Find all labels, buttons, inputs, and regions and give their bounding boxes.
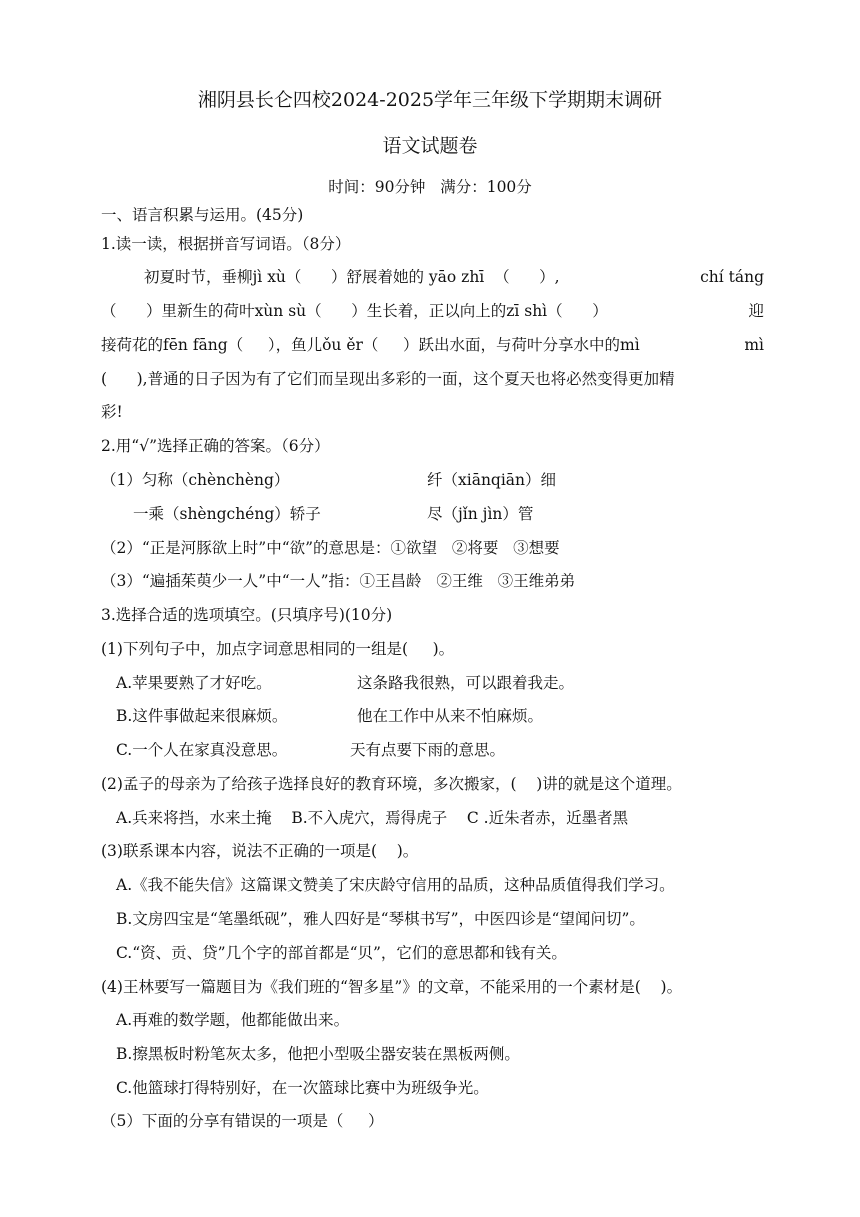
question-3-sub-4-option-b: B.擦黑板时粉笔灰太多，他把小型吸尘器安装在黑板两侧。 bbox=[116, 1045, 520, 1063]
question-1-line-3-end: mì bbox=[744, 336, 764, 354]
question-2-heading: 2.用“√”选择正确的答案。（6分） bbox=[101, 437, 330, 455]
question-2-item-2b: 尽（jǐn jìn）管 bbox=[427, 505, 534, 523]
question-1-line-2 bbox=[101, 301, 764, 321]
question-3-sub-1-option-b: B.这件事做起来很麻烦。 bbox=[116, 707, 288, 725]
question-1-line-2-text: （ ）里新生的荷叶xùn sù（ ）生长着，正以向上的zī shì（ ） bbox=[101, 302, 608, 320]
question-3-sub-4-option-c: C.他篮球打得特别好，在一次篮球比赛中为班级争光。 bbox=[116, 1079, 489, 1097]
question-2-item-1a: （1）匀称（chènchèng） bbox=[101, 471, 290, 489]
question-3-sub-4: (4)王林要写一篇题目为《我们班的“智多星”》的文章，不能采用的一个素材是( )。 bbox=[101, 978, 683, 996]
question-3-sub-3-option-a: A.《我不能失信》这篇课文赞美了宋庆龄守信用的品质，这种品质值得我们学习。 bbox=[116, 876, 675, 894]
question-1-line-2-end: 迎 bbox=[748, 302, 764, 320]
question-3-sub-2-options: A.兵来将挡，水来土掩 B.不入虎穴，焉得虎子 C .近朱者赤，近墨者黑 bbox=[116, 809, 629, 827]
question-2-item-1b: 纤（xiānqiān）细 bbox=[427, 471, 557, 489]
exam-info: 时间：90分钟 满分：100分 bbox=[328, 178, 532, 196]
question-3-sub-1-option-c: C.一个人在家真没意思。 bbox=[116, 741, 288, 759]
question-1-heading: 1.读一读，根据拼音写词语。（8分） bbox=[101, 235, 351, 253]
question-1-line-4: ( ),普通的日子因为有了它们而呈现出多彩的一面，这个夏天也将必然变得更加精 bbox=[101, 370, 675, 388]
exam-subtitle: 语文试题卷 bbox=[382, 135, 478, 157]
question-1-line-1 bbox=[144, 267, 764, 287]
question-3-sub-1: (1)下列句子中，加点字词意思相同的一组是( )。 bbox=[101, 640, 455, 658]
question-1-line-5: 彩! bbox=[101, 403, 123, 421]
section-heading: 一、语言积累与运用。(45分) bbox=[101, 206, 304, 224]
question-3-sub-5: （5）下面的分享有错误的一项是（ ） bbox=[101, 1112, 384, 1130]
question-1-line-3-text: 接荷花的fēn fāng（ ），鱼儿ǒu ěr（ ）跃出水面，与荷叶分享水中的mì bbox=[101, 336, 640, 354]
question-3-heading: 3.选择合适的选项填空。(只填序号)(10分) bbox=[101, 606, 393, 624]
question-3-sub-3-option-b: B.文房四宝是“笔墨纸砚”，雅人四好是“琴棋书写”，中医四诊是“望闻问切”。 bbox=[116, 910, 645, 928]
question-2-item-3: （2）“正是河豚欲上时”中“欲”的意思是：①欲望 ②将要 ③想要 bbox=[101, 539, 560, 557]
question-3-sub-2: (2)孟子的母亲为了给孩子选择良好的教育环境，多次搬家，( )讲的就是这个道理。 bbox=[101, 775, 682, 793]
question-3-sub-4-option-a: A.再难的数学题，他都能做出来。 bbox=[116, 1011, 350, 1029]
question-3-sub-1-option-b-2: 他在工作中从来不怕麻烦。 bbox=[357, 707, 544, 725]
exam-title: 湘阴县长仑四校2024-2025学年三年级下学期期末调研 bbox=[197, 89, 663, 111]
question-3-sub-3-option-c: C.“资、贡、贷”几个字的部首都是“贝”，它们的意思都和钱有关。 bbox=[116, 944, 567, 962]
question-2-item-2a: 一乘（shèngchéng）轿子 bbox=[133, 505, 321, 523]
question-1-line-3 bbox=[101, 335, 764, 355]
question-3-sub-1-option-a: A.苹果要熟了才好吃。 bbox=[116, 674, 272, 692]
question-3-sub-1-option-a-2: 这条路我很熟，可以跟着我走。 bbox=[357, 674, 575, 692]
question-1-line-1-text: 初夏时节，垂柳jì xù（ ）舒展着她的 yāo zhī （ ）, bbox=[144, 268, 560, 286]
question-1-line-1-end: chí táng bbox=[700, 268, 764, 286]
question-3-sub-3: (3)联系课本内容，说法不正确的一项是( )。 bbox=[101, 842, 419, 860]
question-2-item-4: （3）“遍插茱萸少一人”中“一人”指：①王昌龄 ②王维 ③王维弟弟 bbox=[101, 572, 576, 590]
question-3-sub-1-option-c-2: 天有点要下雨的意思。 bbox=[350, 741, 506, 759]
